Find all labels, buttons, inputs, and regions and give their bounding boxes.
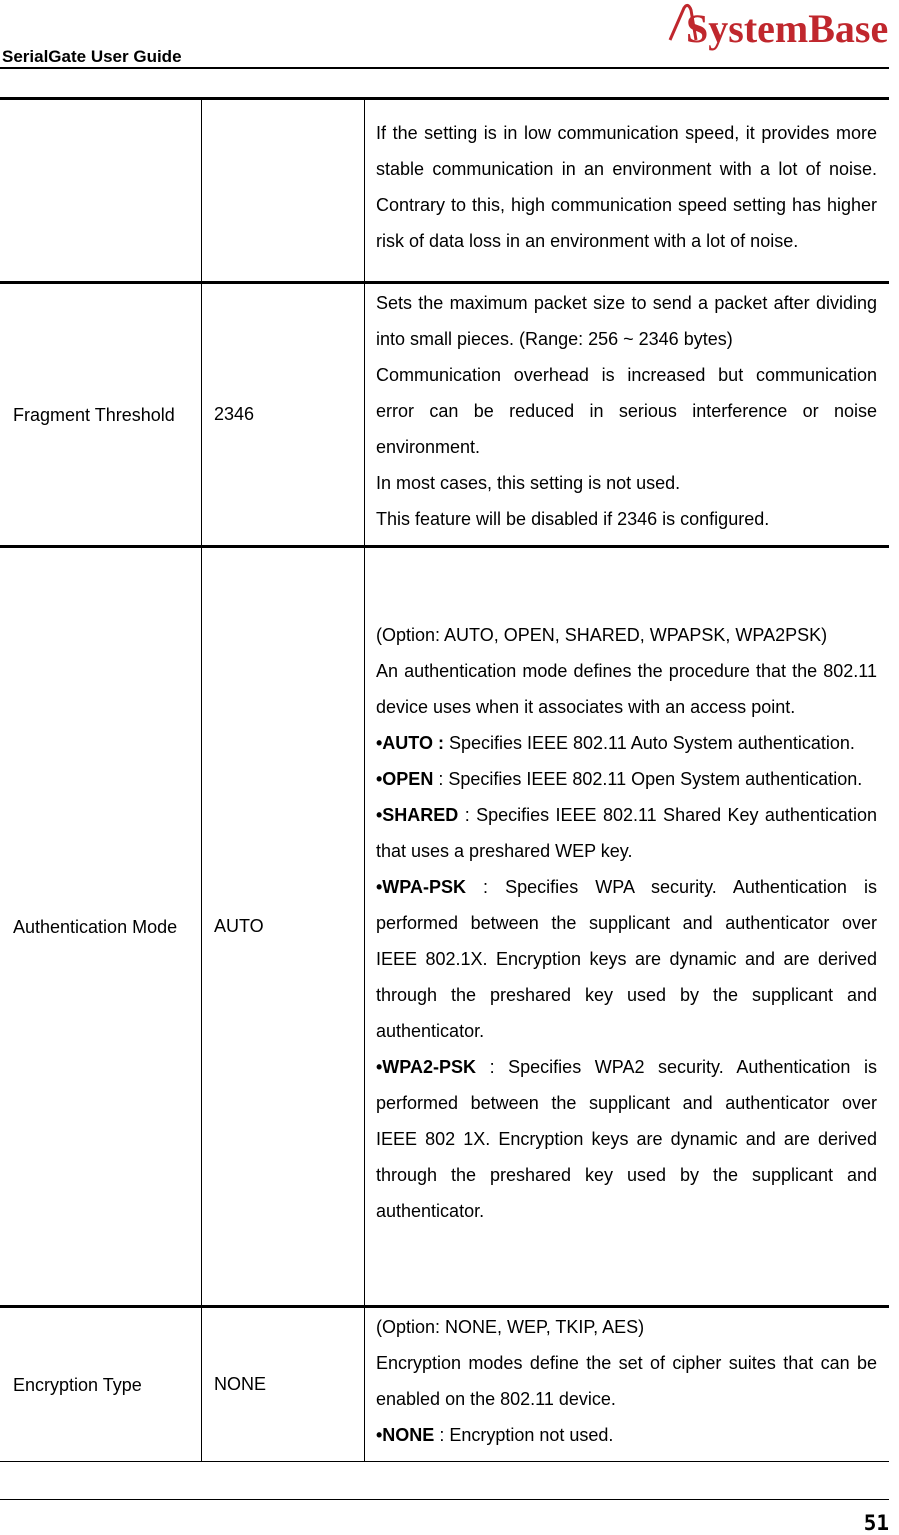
option-text: : Specifies IEEE 802.11 Shared Key authentication that uses a preshared WEP key. bbox=[376, 805, 877, 861]
description-paragraph: (Option: AUTO, OPEN, SHARED, WPAPSK, WPA2PSK) bbox=[376, 625, 828, 645]
option-text: : Specifies WPA2 security. Authentication is performed between the supplicant and authenticator over IEEE 802 1X. Encryption keys are dynamic and are derived through the preshared key used by the supplicant and authenticator. bbox=[376, 1057, 877, 1221]
setting-value: AUTO bbox=[202, 547, 365, 1307]
option-text: : Specifies IEEE 802.11 Open System authentication. bbox=[433, 769, 863, 789]
systembase-logo bbox=[664, 0, 894, 52]
footer-divider bbox=[0, 1499, 889, 1500]
description-paragraph: If the setting is in low communication speed, it provides more stable communication in an environment with a lot of noise. Contrary to this, high communication speed setting has higher risk of data loss in an environment with a lot of noise. bbox=[376, 123, 877, 251]
setting-name: Authentication Mode bbox=[0, 547, 202, 1307]
option-label: •AUTO : bbox=[376, 733, 444, 753]
page-header bbox=[0, 0, 899, 70]
logo-text: SystemBase bbox=[686, 6, 889, 51]
description-paragraph: (Option: NONE, WEP, TKIP, AES) bbox=[376, 1317, 645, 1337]
settings-table bbox=[0, 97, 889, 1462]
page-number: 51 bbox=[863, 1511, 889, 1535]
description-paragraph: In most cases, this setting is not used. bbox=[376, 473, 681, 493]
description-paragraph: This feature will be disabled if 2346 is configured. bbox=[376, 509, 770, 529]
setting-name: Encryption Type bbox=[0, 1307, 202, 1462]
setting-name bbox=[0, 99, 202, 283]
setting-value: 2346 bbox=[202, 283, 365, 547]
option-item bbox=[376, 797, 877, 869]
setting-description bbox=[365, 283, 890, 547]
option-item bbox=[376, 725, 877, 761]
setting-value: NONE bbox=[202, 1307, 365, 1462]
description-paragraph: Sets the maximum packet size to send a packet after dividing into small pieces. (Range: 256 ~ 2346 bytes) bbox=[376, 293, 877, 349]
table-row bbox=[0, 547, 889, 1307]
setting-value bbox=[202, 99, 365, 283]
option-item bbox=[376, 1049, 877, 1229]
description-paragraph: An authentication mode defines the procedure that the 802.11 device uses when it associates with an access point. bbox=[376, 661, 877, 717]
header-divider bbox=[0, 67, 889, 69]
option-item bbox=[376, 869, 877, 1049]
option-item bbox=[376, 1417, 877, 1453]
table-row bbox=[0, 1307, 889, 1462]
table-row bbox=[0, 283, 889, 547]
option-label: •NONE bbox=[376, 1425, 435, 1445]
option-item bbox=[376, 761, 877, 797]
table-row bbox=[0, 99, 889, 283]
option-text: : Encryption not used. bbox=[434, 1425, 614, 1445]
option-label: •OPEN bbox=[376, 769, 434, 789]
description-paragraph: Communication overhead is increased but communication error can be reduced in serious interference or noise environment. bbox=[376, 365, 877, 457]
setting-description bbox=[365, 1307, 890, 1462]
document-title: SerialGate User Guide bbox=[2, 47, 182, 66]
setting-description bbox=[365, 547, 890, 1307]
option-label: •SHARED bbox=[376, 805, 459, 825]
option-label: •WPA2-PSK bbox=[376, 1057, 476, 1077]
option-label: •WPA-PSK bbox=[376, 877, 466, 897]
option-text: Specifies IEEE 802.11 Auto System authentication. bbox=[443, 733, 855, 753]
option-text: : Specifies WPA security. Authentication is performed between the supplicant and authenticator over IEEE 802.1X. Encryption keys are dynamic and are derived through the preshared key used by the supplicant and authenticator. bbox=[376, 877, 877, 1041]
setting-name: Fragment Threshold bbox=[0, 283, 202, 547]
description-paragraph: Encryption modes define the set of cipher suites that can be enabled on the 802.11 device. bbox=[376, 1353, 877, 1409]
setting-description bbox=[365, 99, 890, 283]
